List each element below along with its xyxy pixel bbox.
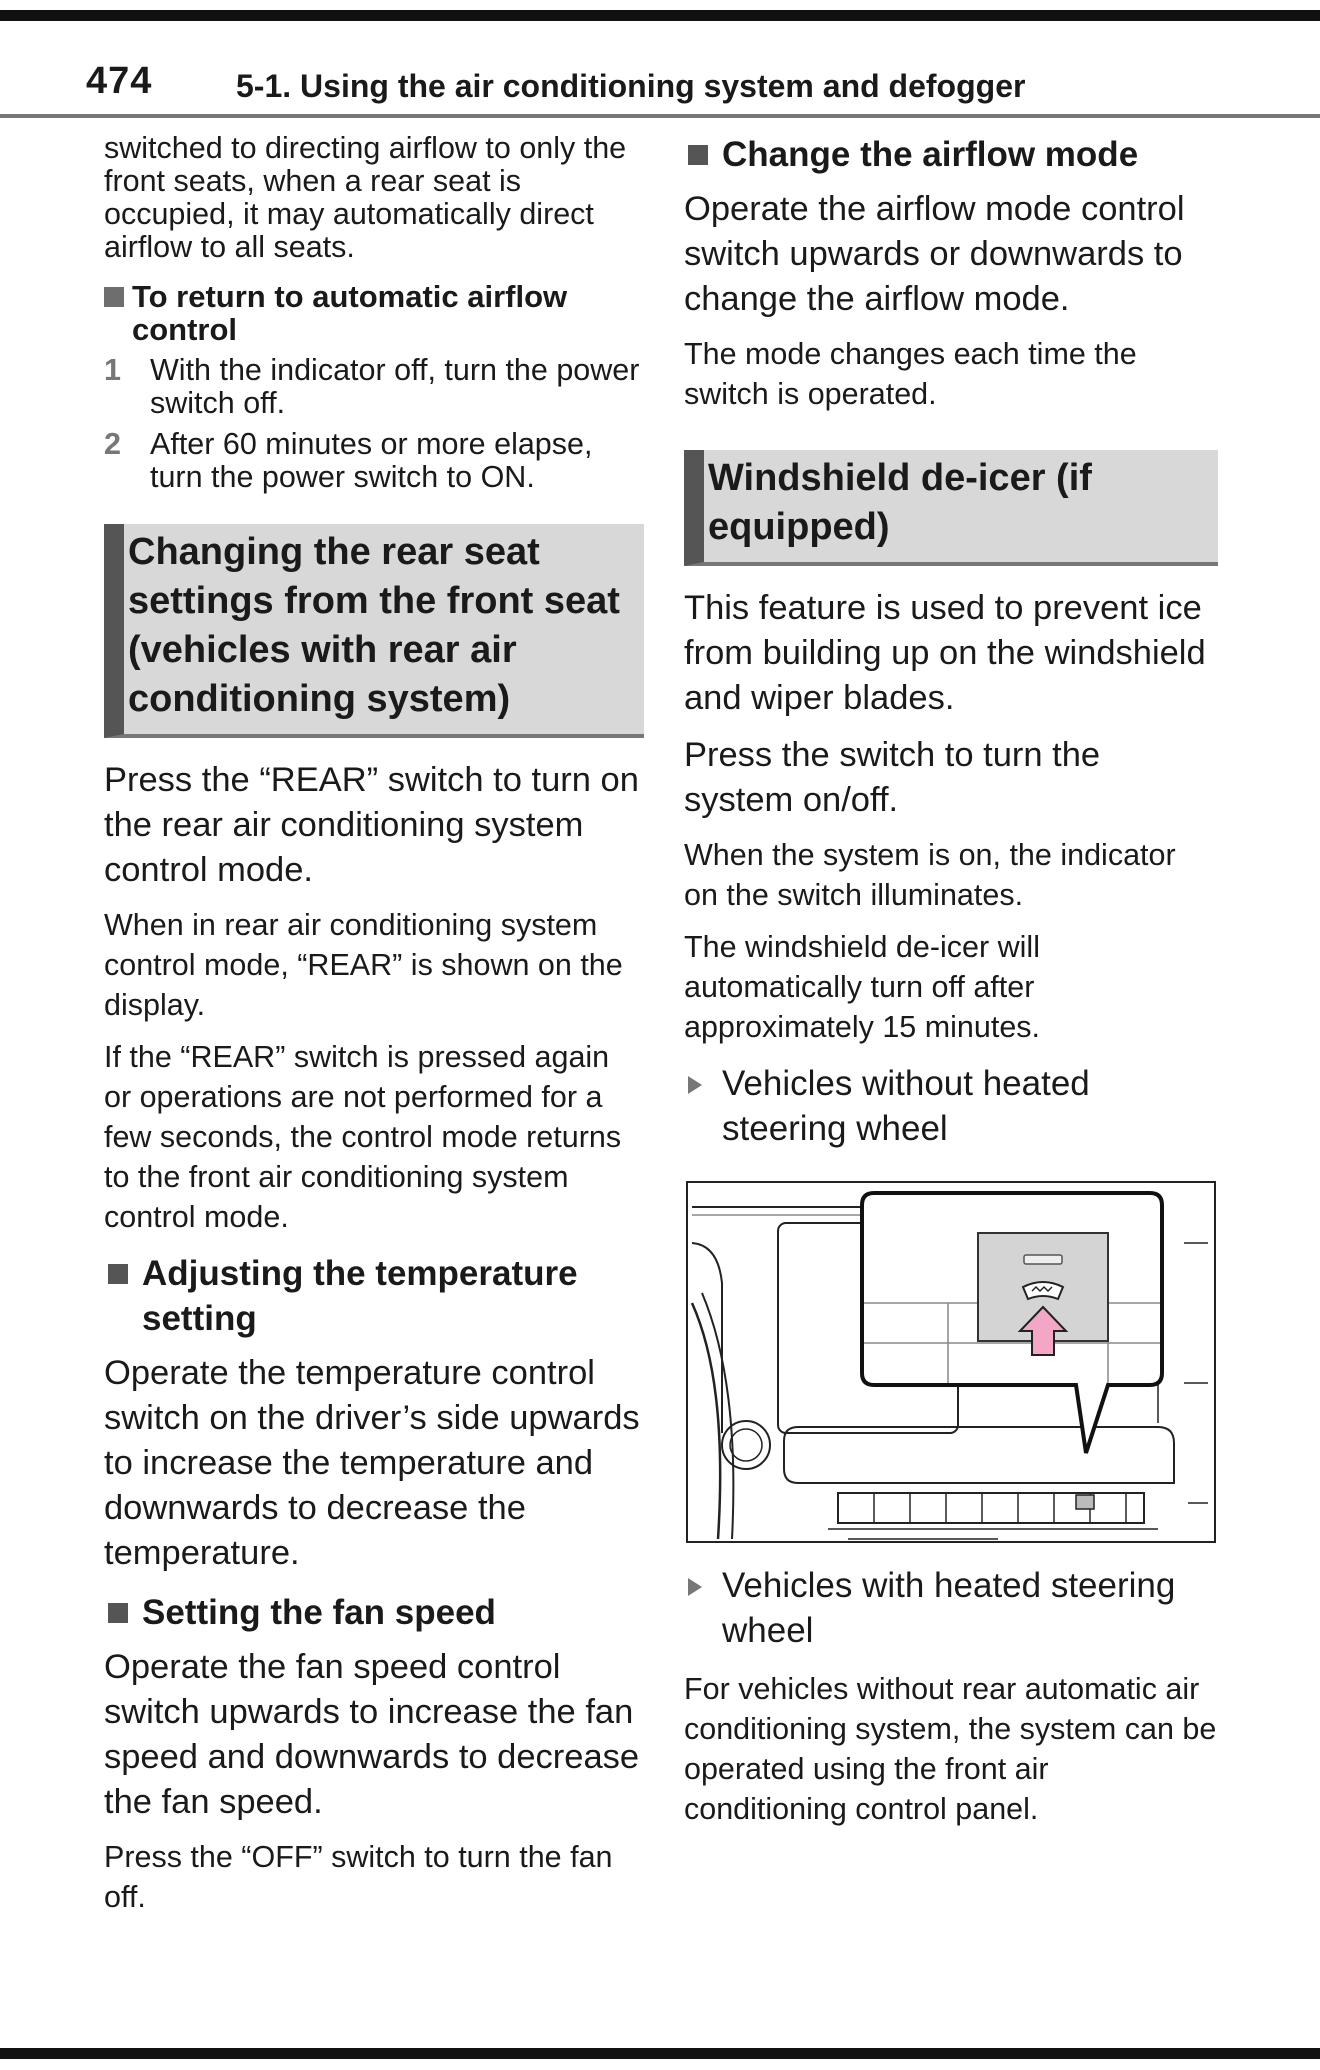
continued-paragraph: switched to directing airflow to only the front seats, when a rear seat is occupied, it may automatically direct airflow to all seats. bbox=[104, 131, 627, 264]
variant-without-heated-wheel-text: Vehicles without heated steering wheel bbox=[722, 1064, 1090, 1148]
step-text: After 60 minutes or more elapse, turn the power switch to ON. bbox=[150, 427, 593, 494]
airflow-paragraph-1: Operate the airflow mode control switch upwards or downwards to change the airflow mode. bbox=[684, 190, 1185, 318]
deicer-paragraph-1: This feature is used to prevent ice from building up on the windshield and wiper blades. bbox=[684, 589, 1206, 717]
temperature-paragraph: Operate the temperature control switch on the driver’s side upwards to increase the temperature and downwards to decrease the temperature. bbox=[104, 1354, 640, 1572]
return-airflow-heading-text: To return to automatic airflow control bbox=[132, 279, 568, 347]
step-text: With the indicator off, turn the power switch off. bbox=[150, 353, 640, 420]
variant-with-heated-wheel-text: Vehicles with heated steering wheel bbox=[722, 1566, 1176, 1650]
fan-off-paragraph: Press the “OFF” switch to turn the fan off. bbox=[104, 1840, 613, 1914]
fan-speed-heading-text: Setting the fan speed bbox=[142, 1593, 496, 1632]
square-bullet-icon bbox=[108, 1264, 128, 1284]
fan-speed-paragraph: Operate the fan speed control switch upwards to increase the fan speed and downwards to decrease the fan speed. bbox=[104, 1648, 640, 1821]
triangle-bullet-icon bbox=[688, 1076, 702, 1094]
rear-paragraph-3: If the “REAR” switch is pressed again or operations are not performed for a few seconds, the control mode returns to the front air conditioning system control mode. bbox=[104, 1040, 622, 1234]
square-bullet-icon bbox=[688, 145, 708, 165]
square-bullet-icon bbox=[104, 287, 124, 307]
step-item bbox=[104, 354, 644, 420]
section-title: 5-1. Using the air conditioning system and defogger bbox=[236, 68, 1026, 104]
temperature-heading bbox=[104, 1251, 644, 1341]
deicer-paragraph-4: The windshield de-icer will automatically turn off after approximately 15 minutes. bbox=[684, 930, 1041, 1044]
left-column bbox=[104, 132, 644, 1929]
deicer-paragraph-2: Press the switch to turn the system on/off. bbox=[684, 736, 1101, 819]
top-rule bbox=[0, 10, 1320, 21]
bottom-rule bbox=[0, 2048, 1320, 2059]
airflow-mode-heading bbox=[684, 132, 1218, 177]
page-number: 474 bbox=[86, 60, 153, 102]
variant-without-heated-wheel bbox=[684, 1061, 1218, 1151]
step-item bbox=[104, 428, 644, 494]
rear-seat-settings-heading: Changing the rear seat settings from the front seat (vehicles with rear air conditioning system) bbox=[104, 524, 644, 738]
airflow-mode-heading-text: Change the airflow mode bbox=[722, 135, 1139, 174]
page-header bbox=[0, 54, 1320, 114]
step-number: 2 bbox=[104, 427, 121, 461]
step-number: 1 bbox=[104, 353, 121, 387]
deicer-switch-illustration bbox=[686, 1181, 1216, 1543]
deicer-paragraph-3: When the system is on, the indicator on the switch illuminates. bbox=[684, 838, 1176, 912]
deicer-paragraph-5: For vehicles without rear automatic air conditioning system, the system can be operated using the front air conditioning control panel. bbox=[684, 1672, 1217, 1826]
rear-paragraph-2: When in rear air conditioning system control mode, “REAR” is shown on the display. bbox=[104, 908, 623, 1022]
airflow-paragraph-2: The mode changes each time the switch is operated. bbox=[684, 337, 1137, 411]
return-airflow-heading bbox=[104, 280, 644, 346]
deicer-heading: Windshield de-icer (if equipped) bbox=[684, 450, 1218, 566]
right-column bbox=[684, 132, 1218, 1841]
square-bullet-icon bbox=[108, 1603, 128, 1623]
rear-paragraph-1: Press the “REAR” switch to turn on the rear air conditioning system control mode. bbox=[104, 761, 639, 889]
temperature-heading-text: Adjusting the temperature setting bbox=[142, 1254, 578, 1338]
triangle-bullet-icon bbox=[688, 1578, 702, 1596]
variant-with-heated-wheel bbox=[684, 1563, 1218, 1653]
dashboard-drawing bbox=[688, 1183, 1214, 1541]
fan-speed-heading bbox=[104, 1590, 644, 1635]
header-rule bbox=[0, 114, 1320, 118]
